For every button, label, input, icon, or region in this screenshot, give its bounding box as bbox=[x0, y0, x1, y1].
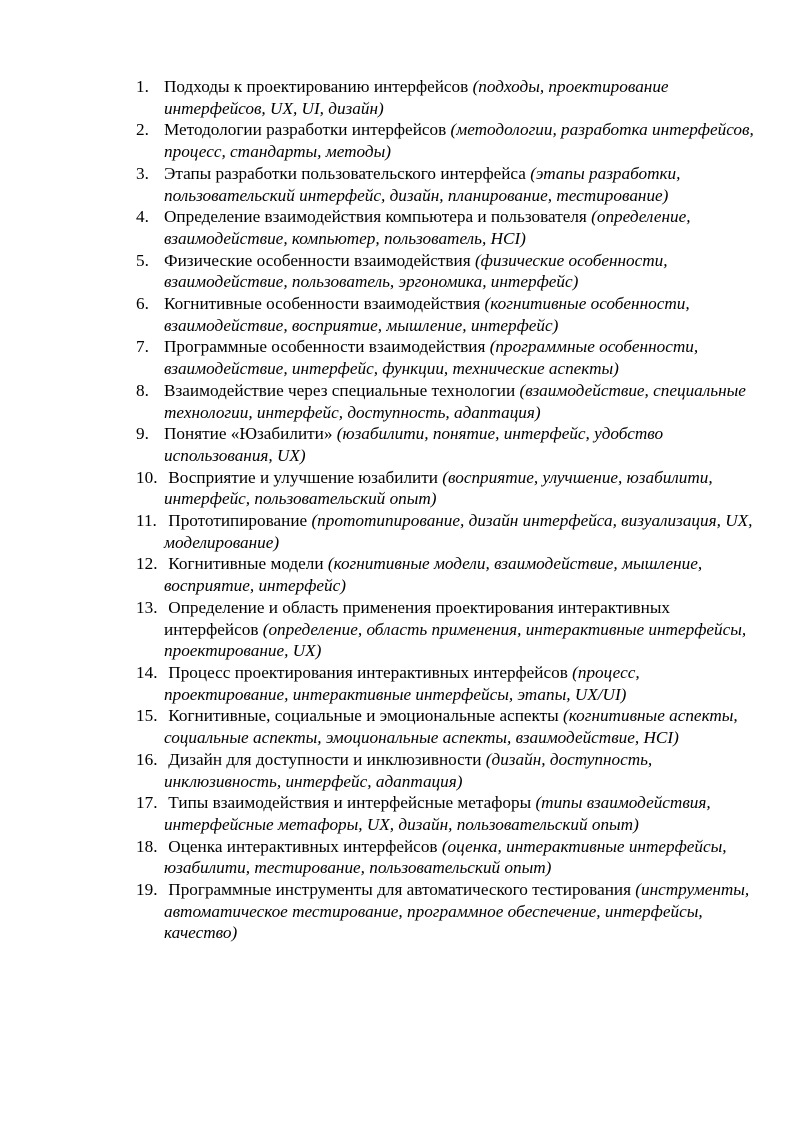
list-item bbox=[136, 749, 756, 792]
item-number: 8. bbox=[136, 380, 149, 400]
list-item bbox=[136, 597, 756, 662]
item-title: Дизайн для доступности и инклюзивности bbox=[168, 749, 482, 769]
item-title: Когнитивные модели bbox=[168, 554, 324, 574]
item-title: Программные инструменты для автоматического тестирования bbox=[168, 880, 631, 900]
item-title: Подходы к проектированию интерфейсов bbox=[164, 77, 469, 96]
item-title: Взаимодействие через специальные технологии bbox=[164, 380, 516, 400]
item-number: 10. bbox=[136, 467, 158, 487]
item-title: Физические особенности взаимодействия bbox=[164, 250, 471, 270]
item-number: 1. bbox=[136, 77, 149, 96]
item-keywords: (определение, область применения, интерактивные интерфейсы, проектирование, UX) bbox=[164, 619, 747, 661]
item-title: Определение и область применения проектирования интерактивных интерфейсов bbox=[164, 597, 671, 639]
item-keywords: (подходы, проектирование интерфейсов, UX, UI, дизайн) bbox=[164, 77, 669, 118]
list-item bbox=[136, 206, 756, 249]
item-title: Оценка интерактивных интерфейсов bbox=[168, 836, 438, 856]
item-keywords: (взаимодействие, специальные технологии, интерфейс, доступность, адаптация) bbox=[164, 380, 746, 422]
item-keywords: (когнитивные аспекты, социальные аспекты, эмоциональные аспекты, взаимодействие, HCI) bbox=[164, 706, 738, 748]
list-item bbox=[136, 510, 756, 553]
list-item bbox=[136, 163, 756, 206]
item-title: Программные особенности взаимодействия bbox=[164, 337, 486, 357]
item-keywords: (процесс, проектирование, интерактивные интерфейсы, этапы, UX/UI) bbox=[164, 662, 640, 704]
item-number: 13. bbox=[136, 597, 158, 617]
list-item bbox=[136, 553, 756, 596]
list-item bbox=[136, 836, 756, 879]
item-title: Определение взаимодействия компьютера и пользователя bbox=[164, 207, 587, 227]
item-title: Методологии разработки интерфейсов bbox=[164, 120, 447, 140]
item-keywords: (определение, взаимодействие, компьютер, пользователь, HCI) bbox=[164, 207, 691, 248]
item-title: Процесс проектирования интерактивных интерфейсов bbox=[168, 662, 568, 682]
item-number: 11. bbox=[136, 511, 157, 531]
item-title: Понятие «Юзабилити» bbox=[164, 424, 333, 444]
item-title: Типы взаимодействия и интерфейсные метафоры bbox=[168, 793, 532, 813]
item-number: 15. bbox=[136, 706, 158, 726]
item-title: Прототипирование bbox=[168, 511, 308, 531]
list-item bbox=[136, 76, 756, 119]
item-keywords: (когнитивные особенности, взаимодействие, восприятие, мышление, интерфейс) bbox=[164, 294, 690, 335]
list-item bbox=[136, 423, 756, 466]
list-item bbox=[136, 879, 756, 944]
item-number: 16. bbox=[136, 749, 158, 769]
item-number: 3. bbox=[136, 163, 149, 183]
item-title: Этапы разработки пользовательского интерфейса bbox=[164, 163, 526, 183]
item-title: Восприятие и улучшение юзабилити bbox=[168, 467, 438, 487]
item-keywords: (юзабилити, понятие, интерфейс, удобство использования, UX) bbox=[164, 424, 664, 465]
item-keywords: (типы взаимодействия, интерфейсные метафоры, UX, дизайн, пользовательский опыт) bbox=[164, 793, 711, 834]
list-item bbox=[136, 380, 756, 423]
item-number: 4. bbox=[136, 207, 149, 227]
item-number: 18. bbox=[136, 836, 158, 856]
item-number: 5. bbox=[136, 250, 149, 270]
list-item bbox=[136, 119, 756, 162]
item-keywords: (прототипирование, дизайн интерфейса, визуализация, UX, моделирование) bbox=[164, 511, 753, 552]
item-number: 17. bbox=[136, 793, 158, 813]
list-item bbox=[136, 705, 756, 748]
item-number: 2. bbox=[136, 120, 149, 140]
list-item bbox=[136, 293, 756, 336]
item-keywords: (программные особенности, взаимодействие, интерфейс, функции, технические аспекты) bbox=[164, 337, 699, 379]
list-item bbox=[136, 792, 756, 835]
item-number: 9. bbox=[136, 424, 149, 444]
item-keywords: (этапы разработки, пользовательский интерфейс, дизайн, планирование, тестирование) bbox=[164, 163, 681, 205]
item-title: Когнитивные, социальные и эмоциональные аспекты bbox=[168, 706, 559, 726]
list-item bbox=[136, 662, 756, 705]
item-keywords: (когнитивные модели, взаимодействие, мышление, восприятие, интерфейс) bbox=[164, 554, 703, 596]
topic-list bbox=[136, 76, 756, 944]
item-keywords: (физические особенности, взаимодействие, пользователь, эргономика, интерфейс) bbox=[164, 250, 668, 292]
item-keywords: (дизайн, доступность, инклюзивность, интерфейс, адаптация) bbox=[164, 749, 653, 791]
item-number: 6. bbox=[136, 294, 149, 314]
item-keywords: (инструменты, автоматическое тестирование, программное обеспечение, интерфейсы, качество) bbox=[164, 880, 750, 943]
item-number: 14. bbox=[136, 662, 158, 682]
item-keywords: (методологии, разработка интерфейсов, процесс, стандарты, методы) bbox=[164, 120, 754, 162]
list-item bbox=[136, 467, 756, 510]
item-number: 19. bbox=[136, 880, 158, 900]
item-keywords: (восприятие, улучшение, юзабилити, интерфейс, пользовательский опыт) bbox=[164, 467, 713, 509]
item-number: 12. bbox=[136, 554, 158, 574]
item-title: Когнитивные особенности взаимодействия bbox=[164, 294, 481, 314]
item-number: 7. bbox=[136, 337, 149, 357]
list-item bbox=[136, 250, 756, 293]
item-keywords: (оценка, интерактивные интерфейсы, юзабилити, тестирование, пользовательский опыт) bbox=[164, 836, 727, 878]
list-item bbox=[136, 336, 756, 379]
